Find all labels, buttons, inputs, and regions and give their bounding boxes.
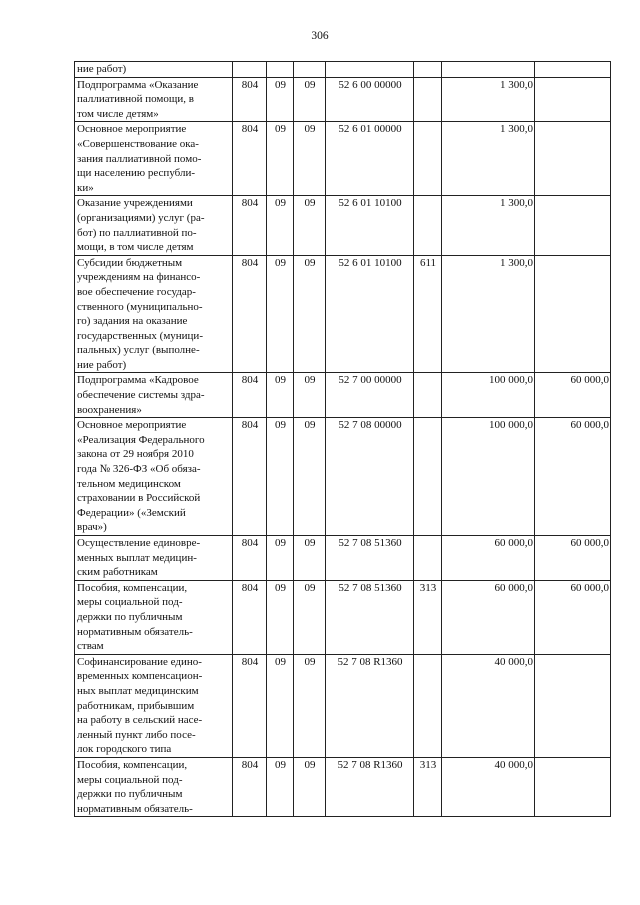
cell-section: 09	[267, 536, 294, 581]
cell-ministry: 804	[233, 77, 267, 122]
cell-ministry: 804	[233, 255, 267, 373]
table-row	[75, 255, 611, 373]
cell-sum-total	[442, 62, 535, 78]
cell-expense-type	[414, 418, 442, 536]
cell-target-article	[326, 62, 414, 78]
cell-section: 09	[267, 418, 294, 536]
table-row	[75, 373, 611, 418]
cell-name: Субсидии бюджетным учреждениям на финансо- вое обеспечение государ- ственного (муниципально- го) задания на оказание государственных (муници- пальных) услуг (выполне- ние работ)	[75, 255, 233, 373]
table-row	[75, 77, 611, 122]
cell-ministry	[233, 62, 267, 78]
cell-ministry: 804	[233, 373, 267, 418]
cell-name: Пособия, компенсации, меры социальной под- держки по публичным нормативным обязатель- ствам	[75, 580, 233, 654]
cell-target-article: 52 6 01 10100	[326, 255, 414, 373]
cell-expense-type	[414, 196, 442, 255]
cell-sum-total: 1 300,0	[442, 77, 535, 122]
cell-subsection: 09	[294, 373, 326, 418]
cell-section: 09	[267, 654, 294, 757]
table-row	[75, 122, 611, 196]
cell-section: 09	[267, 77, 294, 122]
cell-section: 09	[267, 580, 294, 654]
cell-sum-federal: 60 000,0	[535, 580, 611, 654]
cell-name: Оказание учреждениями (организациями) услуг (ра- бот) по паллиативной по- мощи, в том числе детям	[75, 196, 233, 255]
cell-target-article: 52 6 01 10100	[326, 196, 414, 255]
cell-expense-type	[414, 122, 442, 196]
cell-name: Основное мероприятие «Реализация Федерального закона от 29 ноября 2010 года № 326-ФЗ «Об обяза- тельном медицинском страховании в Российской Федерации» («Земский врач»)	[75, 418, 233, 536]
cell-subsection: 09	[294, 654, 326, 757]
cell-expense-type: 313	[414, 580, 442, 654]
cell-name: Осуществление единовре- менных выплат медицин- ским работникам	[75, 536, 233, 581]
cell-sum-federal	[535, 654, 611, 757]
cell-section: 09	[267, 196, 294, 255]
table-row	[75, 418, 611, 536]
cell-ministry: 804	[233, 757, 267, 816]
cell-name: Пособия, компенсации, меры социальной под- держки по публичным нормативным обязатель-	[75, 757, 233, 816]
cell-expense-type	[414, 654, 442, 757]
cell-expense-type: 313	[414, 757, 442, 816]
cell-ministry: 804	[233, 654, 267, 757]
cell-expense-type	[414, 373, 442, 418]
cell-section: 09	[267, 122, 294, 196]
cell-name: Основное мероприятие «Совершенствование ока- зания паллиативной помо- щи населению республи- ки»	[75, 122, 233, 196]
cell-target-article: 52 7 08 R1360	[326, 757, 414, 816]
cell-sum-total: 100 000,0	[442, 418, 535, 536]
cell-expense-type: 611	[414, 255, 442, 373]
budget-table	[74, 61, 611, 817]
cell-subsection: 09	[294, 580, 326, 654]
cell-sum-total: 1 300,0	[442, 122, 535, 196]
cell-subsection: 09	[294, 77, 326, 122]
table-row	[75, 757, 611, 816]
cell-subsection: 09	[294, 196, 326, 255]
cell-subsection: 09	[294, 122, 326, 196]
cell-sum-total: 1 300,0	[442, 255, 535, 373]
cell-target-article: 52 7 08 R1360	[326, 654, 414, 757]
cell-target-article: 52 7 08 51360	[326, 536, 414, 581]
cell-sum-federal	[535, 757, 611, 816]
cell-target-article: 52 6 01 00000	[326, 122, 414, 196]
cell-sum-federal: 60 000,0	[535, 536, 611, 581]
table-row	[75, 62, 611, 78]
cell-sum-total: 60 000,0	[442, 536, 535, 581]
cell-section: 09	[267, 757, 294, 816]
cell-target-article: 52 6 00 00000	[326, 77, 414, 122]
cell-subsection: 09	[294, 255, 326, 373]
cell-ministry: 804	[233, 580, 267, 654]
cell-target-article: 52 7 08 51360	[326, 580, 414, 654]
cell-name: Подпрограмма «Оказание паллиативной помощи, в том числе детям»	[75, 77, 233, 122]
cell-sum-total: 60 000,0	[442, 580, 535, 654]
table-row	[75, 654, 611, 757]
cell-target-article: 52 7 08 00000	[326, 418, 414, 536]
table-body	[75, 62, 611, 817]
cell-expense-type	[414, 77, 442, 122]
cell-name: Софинансирование едино- временных компенсацион- ных выплат медицинским работникам, прибывшим на работу в сельский насе- ленный пункт либо посе- лок городского типа	[75, 654, 233, 757]
cell-sum-federal	[535, 196, 611, 255]
table-row	[75, 580, 611, 654]
cell-sum-total: 100 000,0	[442, 373, 535, 418]
cell-sum-federal	[535, 122, 611, 196]
cell-expense-type	[414, 536, 442, 581]
cell-ministry: 804	[233, 418, 267, 536]
cell-name: ние работ)	[75, 62, 233, 78]
cell-subsection: 09	[294, 418, 326, 536]
cell-subsection	[294, 62, 326, 78]
cell-ministry: 804	[233, 536, 267, 581]
cell-sum-federal: 60 000,0	[535, 373, 611, 418]
cell-expense-type	[414, 62, 442, 78]
table-row	[75, 196, 611, 255]
cell-sum-total: 40 000,0	[442, 654, 535, 757]
cell-section: 09	[267, 255, 294, 373]
table-row	[75, 536, 611, 581]
cell-ministry: 804	[233, 196, 267, 255]
cell-sum-total: 40 000,0	[442, 757, 535, 816]
page-number: 306	[311, 30, 329, 42]
cell-subsection: 09	[294, 536, 326, 581]
cell-section: 09	[267, 373, 294, 418]
cell-sum-federal	[535, 77, 611, 122]
cell-sum-federal: 60 000,0	[535, 418, 611, 536]
cell-name: Подпрограмма «Кадровое обеспечение системы здра- воохранения»	[75, 373, 233, 418]
cell-ministry: 804	[233, 122, 267, 196]
cell-sum-federal	[535, 255, 611, 373]
cell-sum-federal	[535, 62, 611, 78]
cell-section	[267, 62, 294, 78]
cell-subsection: 09	[294, 757, 326, 816]
cell-sum-total: 1 300,0	[442, 196, 535, 255]
cell-target-article: 52 7 00 00000	[326, 373, 414, 418]
